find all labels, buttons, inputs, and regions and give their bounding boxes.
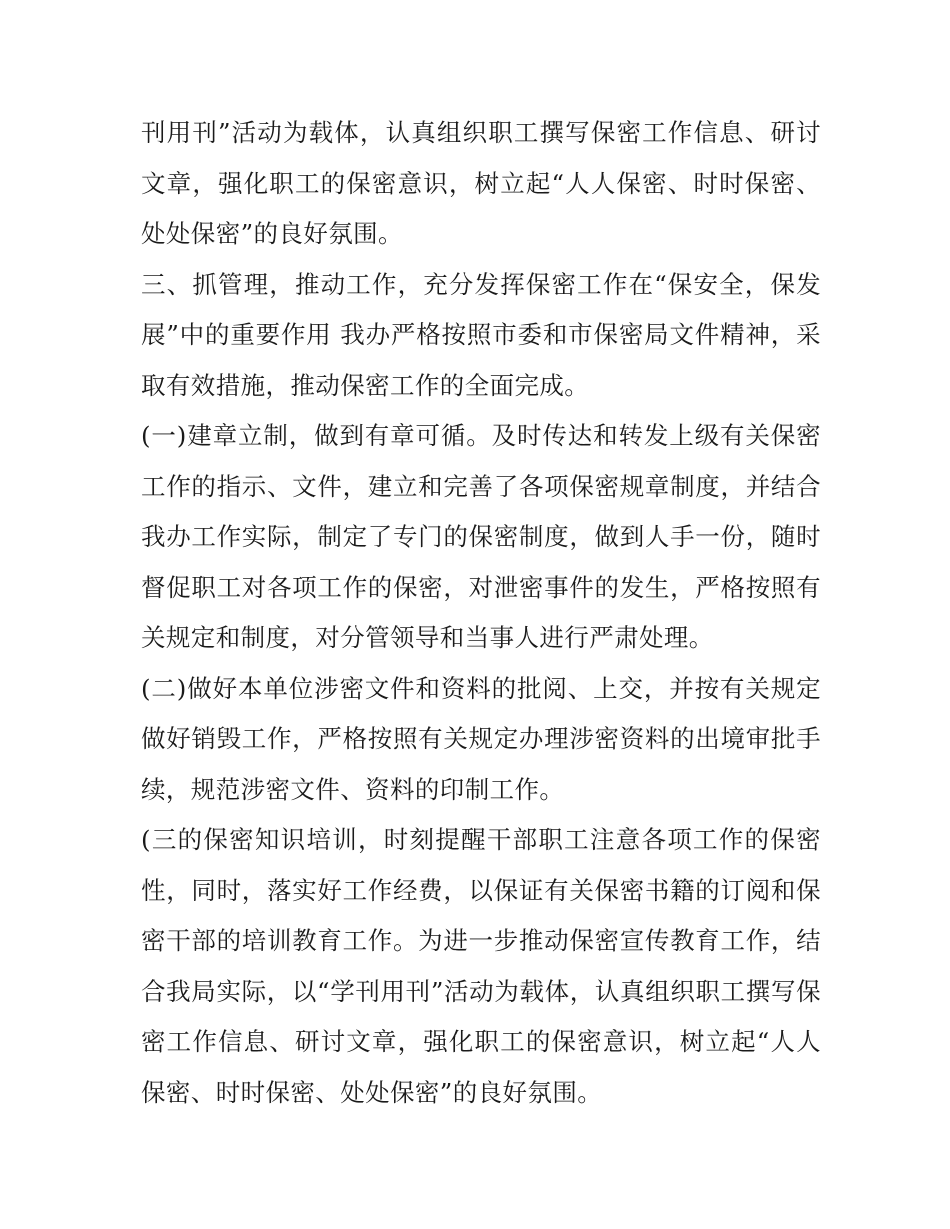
paragraph-publicity-continuation: 刊用刊”活动为载体，认真组织职工撰写保密工作信息、研讨文章，强化职工的保密意识，树立起“人人保密、时时保密、处处保密”的良好氛围。: [141, 118, 821, 248]
paragraph-item-one: (一)建章立制，做到有章可循。及时传达和转发上级有关保密工作的指示、文件，建立和完善了各项保密规章制度，并结合我办工作实际，制定了专门的保密制度，做到人手一份，随时督促职工对各项工作的保密，对泄密事件的发生，严格按照有关规定和制度，对分管领导和当事人进行严肃处理。: [141, 421, 821, 652]
paragraph-section-three-heading: 三、抓管理，推动工作，充分发挥保密工作在“保安全，保发展”中的重要作用 我办严格按照市委和市保密局文件精神，采取有效措施，推动保密工作的全面完成。: [141, 269, 821, 400]
paragraph-item-three: (三的保密知识培训，时刻提醒干部职工注意各项工作的保密性，同时，落实好工作经费，以保证有关保密书籍的订阅和保密干部的培训教育工作。为进一步推动保密宣传教育工作，结合我局实际，以“学刊用刊”活动为载体，认真组织职工撰写保密工作信息、研讨文章，强化职工的保密意识，树立起“人人保密、时时保密、处处保密”的良好氛围。: [141, 825, 821, 1107]
document-body: [141, 108, 821, 1118]
paragraph-item-two: (二)做好本单位涉密文件和资料的批阅、上交，并按有关规定做好销毁工作，严格按照有关规定办理涉密资料的出境审批手续，规范涉密文件、资料的印制工作。: [141, 673, 821, 804]
